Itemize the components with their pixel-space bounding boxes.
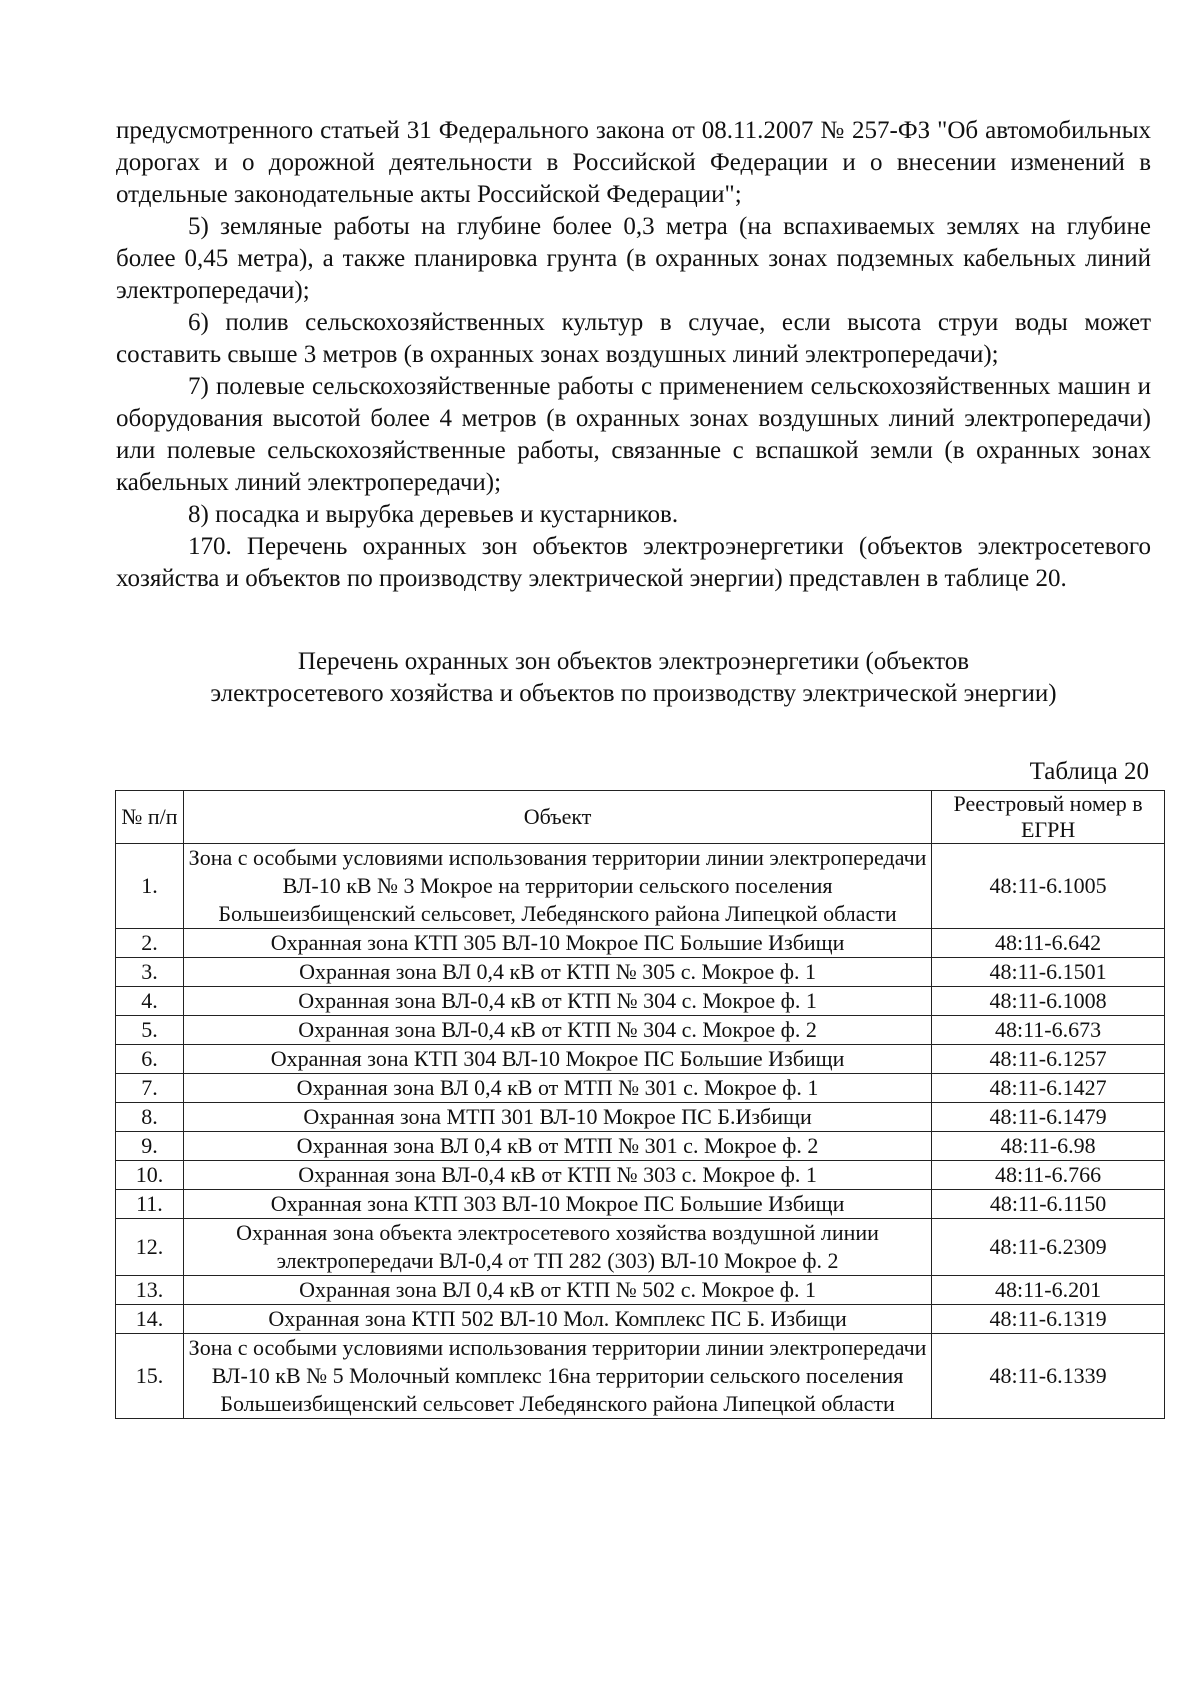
cell-num: 12. xyxy=(116,1219,184,1276)
header-registry: Реестровый номер в ЕГРН xyxy=(932,791,1165,844)
table-row xyxy=(116,1161,1165,1190)
cell-registry: 48:11-6.1257 xyxy=(932,1045,1165,1074)
cell-registry: 48:11-6.98 xyxy=(932,1132,1165,1161)
table-number-label: Таблица 20 xyxy=(1029,758,1149,785)
cell-registry: 48:11-6.1427 xyxy=(932,1074,1165,1103)
cell-num: 3. xyxy=(116,958,184,987)
cell-registry: 48:11-6.642 xyxy=(932,929,1165,958)
table-row xyxy=(116,844,1165,929)
cell-registry: 48:11-6.673 xyxy=(932,1016,1165,1045)
protected-zones-table xyxy=(115,790,1165,1419)
table-row xyxy=(116,958,1165,987)
table-body xyxy=(116,844,1165,1419)
cell-num: 10. xyxy=(116,1161,184,1190)
table-row xyxy=(116,1334,1165,1419)
table-caption-line-1: Перечень охранных зон объектов электроэнергетики (объектов xyxy=(297,648,970,675)
cell-num: 6. xyxy=(116,1045,184,1074)
paragraph-item-6: 6) полив сельскохозяйственных культур в случае, если высота струи воды может составить свыше 3 метров (в охранных зонах воздушных линий электропередачи); xyxy=(116,309,1151,368)
cell-num: 8. xyxy=(116,1103,184,1132)
table-row xyxy=(116,1074,1165,1103)
header-num: № п/п xyxy=(116,791,184,844)
table-row xyxy=(116,1190,1165,1219)
table-row xyxy=(116,1276,1165,1305)
cell-object: Охранная зона ВЛ-0,4 кВ от КТП № 304 с. Мокрое ф. 2 xyxy=(183,1016,931,1045)
cell-object: Охранная зона КТП 305 ВЛ-10 Мокрое ПС Большие Избищи xyxy=(183,929,931,958)
cell-registry: 48:11-6.766 xyxy=(932,1161,1165,1190)
table-row xyxy=(116,929,1165,958)
cell-registry: 48:11-6.1479 xyxy=(932,1103,1165,1132)
cell-object: Охранная зона МТП 301 ВЛ-10 Мокрое ПС Б.Избищи xyxy=(183,1103,931,1132)
cell-object: Охранная зона ВЛ-0,4 кВ от КТП № 303 с. Мокрое ф. 1 xyxy=(183,1161,931,1190)
cell-object: Охранная зона ВЛ 0,4 кВ от МТП № 301 с. Мокрое ф. 1 xyxy=(183,1074,931,1103)
table-row xyxy=(116,1132,1165,1161)
cell-object: Охранная зона ВЛ 0,4 кВ от МТП № 301 с. Мокрое ф. 2 xyxy=(183,1132,931,1161)
cell-registry: 48:11-6.201 xyxy=(932,1276,1165,1305)
cell-object: Охранная зона объекта электросетевого хозяйства воздушной линии электропередачи ВЛ-0,4 от ТП 282 (303) ВЛ-10 Мокрое ф. 2 xyxy=(183,1219,931,1276)
cell-num: 1. xyxy=(116,844,184,929)
cell-object: Охранная зона ВЛ 0,4 кВ от КТП № 305 с. Мокрое ф. 1 xyxy=(183,958,931,987)
cell-registry: 48:11-6.1008 xyxy=(932,987,1165,1016)
paragraph-170: 170. Перечень охранных зон объектов электроэнергетики (объектов электросетевого хозяйства и объектов по производству электрической энергии) представлен в таблице 20. xyxy=(116,533,1151,592)
cell-num: 13. xyxy=(116,1276,184,1305)
cell-object: Охранная зона ВЛ 0,4 кВ от КТП № 502 с. Мокрое ф. 1 xyxy=(183,1276,931,1305)
cell-registry: 48:11-6.1319 xyxy=(932,1305,1165,1334)
cell-num: 7. xyxy=(116,1074,184,1103)
cell-object: Зона с особыми условиями использования территории линии электропередачи ВЛ-10 кВ № 3 Мокрое на территории сельского поселения Большеизбищенский сельсовет, Лебедянского района Липецкой области xyxy=(183,844,931,929)
table-row xyxy=(116,1103,1165,1132)
cell-num: 14. xyxy=(116,1305,184,1334)
cell-registry: 48:11-6.1005 xyxy=(932,844,1165,929)
cell-registry: 48:11-6.1339 xyxy=(932,1334,1165,1419)
paragraph-continuation: предусмотренного статьей 31 Федерального закона от 08.11.2007 № 257-ФЗ "Об автомобильных дорогах и о дорожной деятельности в Российской Федерации и о внесении изменений в отдельные законодательные акты Российской Федерации"; xyxy=(116,117,1151,208)
table-header-row xyxy=(116,791,1165,844)
cell-num: 15. xyxy=(116,1334,184,1419)
cell-num: 9. xyxy=(116,1132,184,1161)
cell-num: 11. xyxy=(116,1190,184,1219)
cell-num: 5. xyxy=(116,1016,184,1045)
document-page xyxy=(116,115,1151,1419)
cell-object: Охранная зона КТП 303 ВЛ-10 Мокрое ПС Большие Избищи xyxy=(183,1190,931,1219)
cell-registry: 48:11-6.2309 xyxy=(932,1219,1165,1276)
header-object: Объект xyxy=(183,791,931,844)
cell-registry: 48:11-6.1501 xyxy=(932,958,1165,987)
table-caption-line-2: электросетевого хозяйства и объектов по производству электрической энергии) xyxy=(210,680,1057,707)
table-row xyxy=(116,1305,1165,1334)
paragraph-item-8: 8) посадка и вырубка деревьев и кустарников. xyxy=(188,501,679,528)
cell-num: 2. xyxy=(116,929,184,958)
paragraph-item-7: 7) полевые сельскохозяйственные работы с применением сельскохозяйственных машин и оборудования высотой более 4 метров (в охранных зонах воздушных линий электропередачи) или полевые сельскохозяйственные работы, связанные с вспашкой земли (в охранных зонах кабельных линий электропередачи); xyxy=(116,373,1151,496)
cell-object: Охранная зона КТП 304 ВЛ-10 Мокрое ПС Большие Избищи xyxy=(183,1045,931,1074)
cell-object: Охранная зона ВЛ-0,4 кВ от КТП № 304 с. Мокрое ф. 1 xyxy=(183,987,931,1016)
cell-object: Зона с особыми условиями использования территории линии электропередачи ВЛ-10 кВ № 5 Молочный комплекс 16на территории сельского поселения Большеизбищенский сельсовет Лебедянского района Липецкой области xyxy=(183,1334,931,1419)
table-row xyxy=(116,1045,1165,1074)
cell-object: Охранная зона КТП 502 ВЛ-10 Мол. Комплекс ПС Б. Избищи xyxy=(183,1305,931,1334)
cell-registry: 48:11-6.1150 xyxy=(932,1190,1165,1219)
table-caption xyxy=(116,646,1151,710)
table-row xyxy=(116,1016,1165,1045)
cell-num: 4. xyxy=(116,987,184,1016)
table-row xyxy=(116,1219,1165,1276)
table-row xyxy=(116,987,1165,1016)
paragraph-item-5: 5) земляные работы на глубине более 0,3 метра (на вспахиваемых землях на глубине более 0,45 метра), а также планировка грунта (в охранных зонах подземных кабельных линий электропередачи); xyxy=(116,213,1151,304)
